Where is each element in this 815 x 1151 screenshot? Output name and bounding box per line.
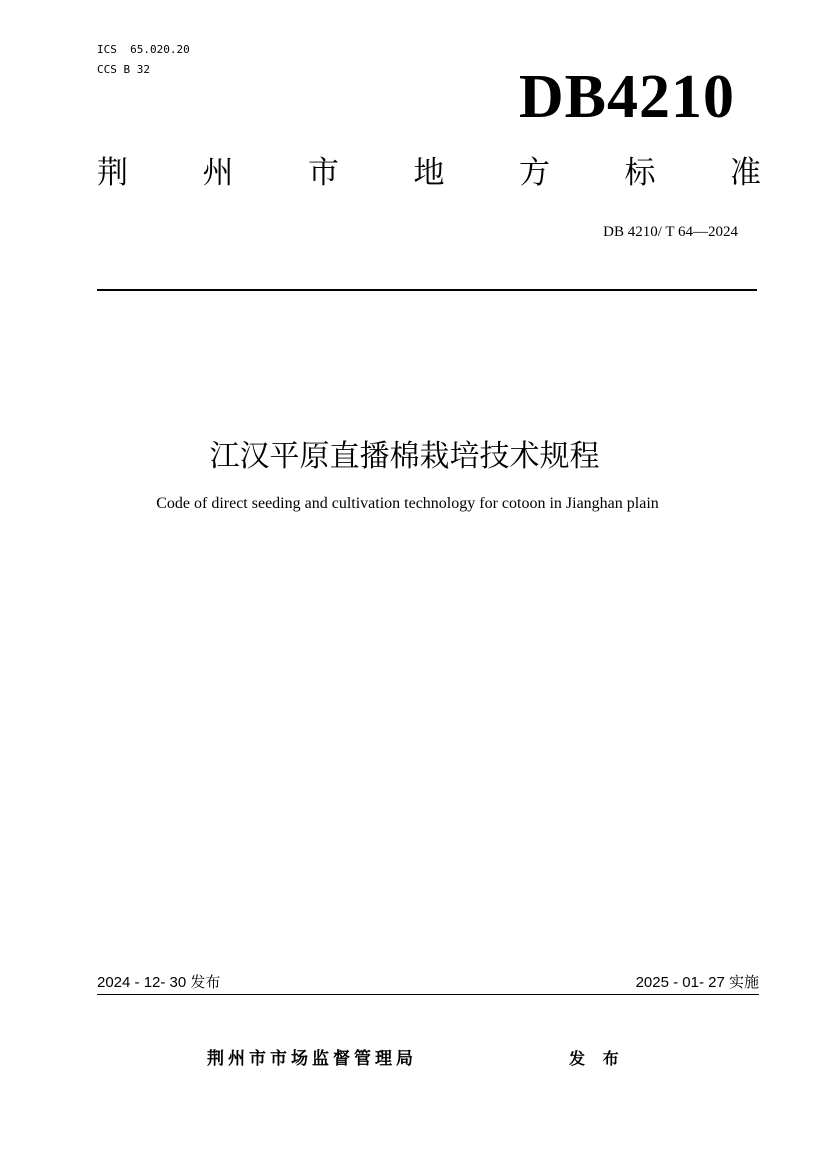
- ics-code: ICS 65.020.20: [97, 43, 190, 56]
- standard-type-char: 州: [202, 155, 234, 191]
- standard-type-char: 市: [308, 155, 339, 191]
- standard-type-char: 准: [730, 155, 761, 191]
- date-row: [97, 975, 759, 990]
- document-title-en: Code of direct seeding and cultivation technology for cotoon in Jianghan plain: [156, 495, 659, 512]
- document-title-cn-text: 江汉平原直播棉栽培技术规程: [209, 439, 600, 474]
- standard-type-char: 标: [624, 155, 656, 191]
- issuing-authority: 荆州市市场监督管理局: [207, 1049, 417, 1069]
- publish-date: 2024 - 12- 30 发布: [97, 974, 221, 991]
- ccs-code: CCS B 32: [97, 63, 150, 76]
- header-divider: [97, 289, 757, 291]
- effective-date: 2025 - 01- 27 实施: [635, 974, 759, 991]
- standard-number: DB 4210/ T 64—2024: [603, 224, 738, 240]
- standard-type-char: 地: [413, 155, 445, 191]
- issue-label: 发 布: [569, 1049, 625, 1068]
- document-title-cn: [0, 439, 815, 474]
- standard-type-title: [97, 155, 761, 191]
- standard-code-logo: DB4210: [518, 63, 735, 131]
- standard-type-char: 荆: [97, 155, 128, 191]
- standard-type-char: 方: [519, 155, 550, 191]
- date-divider: [97, 994, 759, 995]
